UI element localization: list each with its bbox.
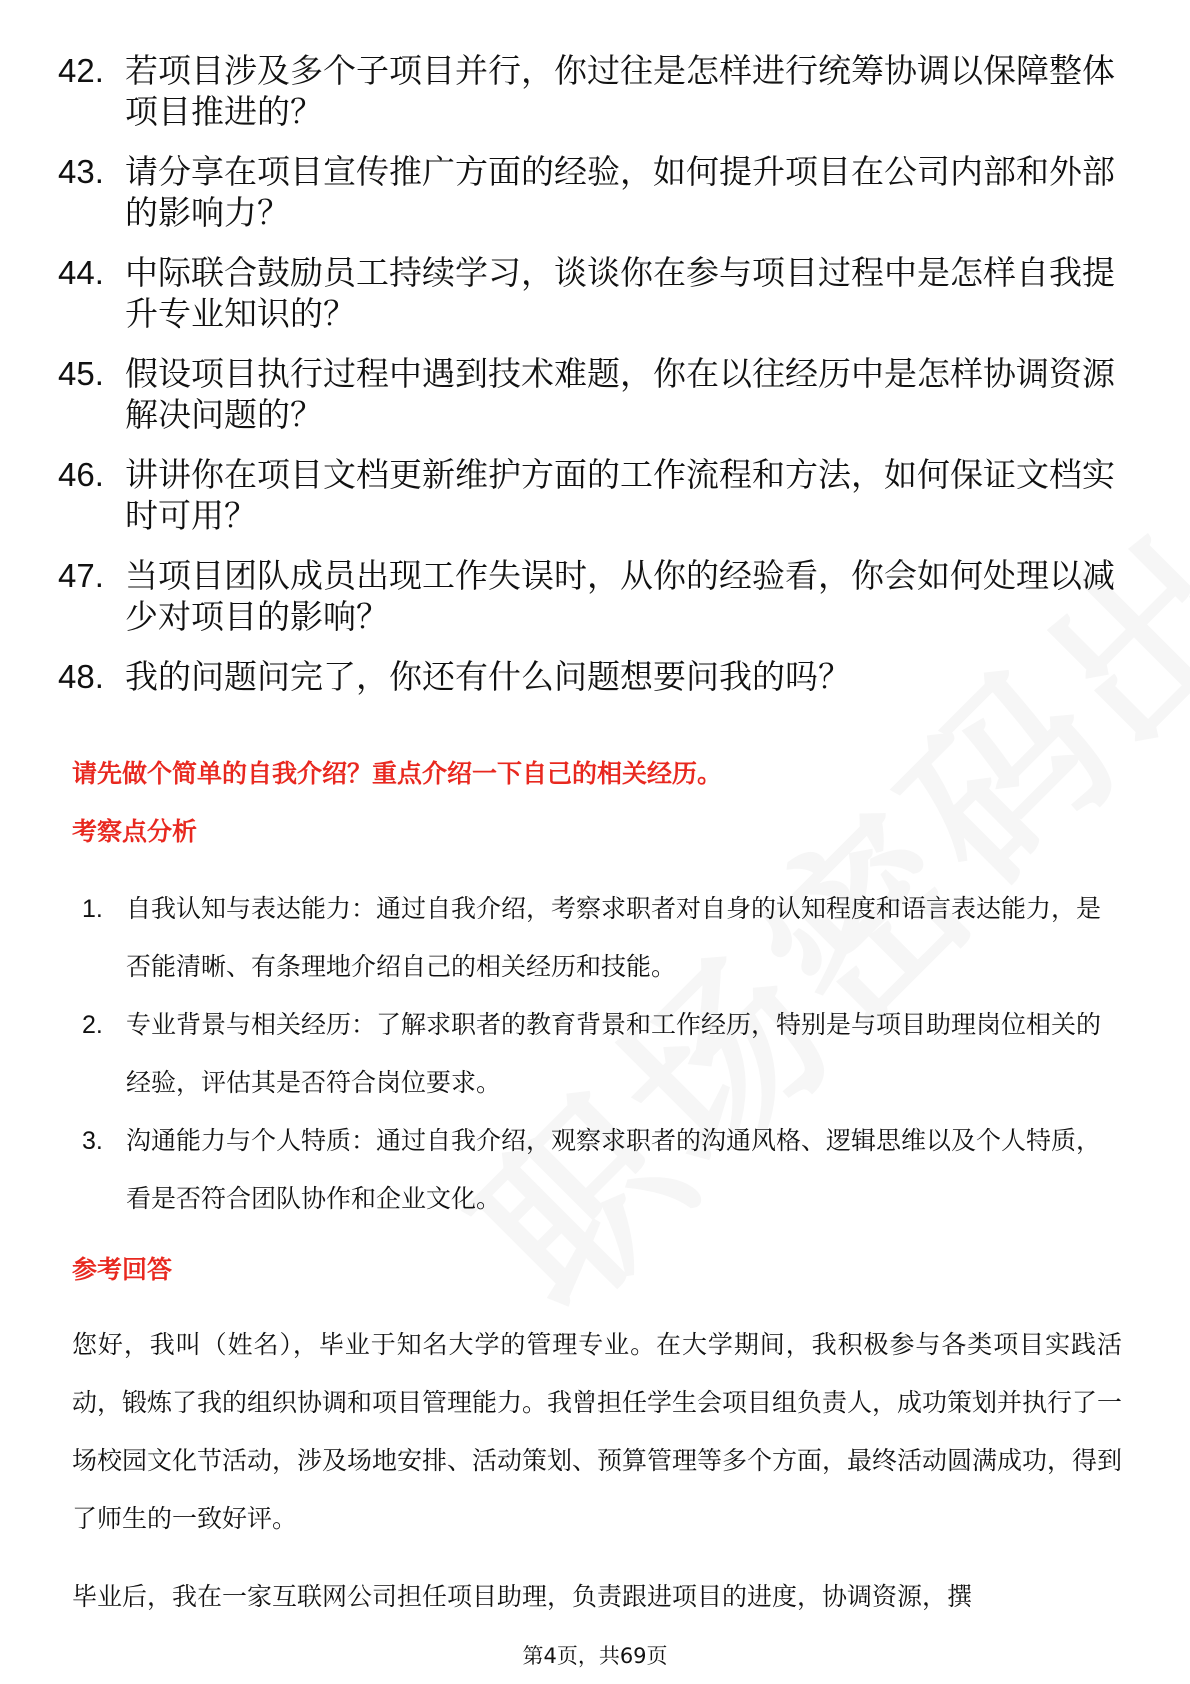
analysis-item (82, 996, 1122, 1112)
question-item (58, 252, 1118, 334)
analysis-list (82, 880, 1122, 1228)
question-text: 若项目涉及多个子项目并行，你过往是怎样进行统筹协调以保障整体项目推进的？ (125, 51, 1115, 131)
question-number: 47. (58, 557, 104, 594)
question-text: 中际联合鼓励员工持续学习，谈谈你在参与项目过程中是怎样自我提升专业知识的？ (125, 253, 1115, 333)
question-text: 讲讲你在项目文档更新维护方面的工作流程和方法，如何保证文档实时可用？ (125, 455, 1115, 535)
question-text: 请分享在项目宣传推广方面的经验，如何提升项目在公司内部和外部的影响力？ (125, 152, 1115, 232)
analysis-text: 专业背景与相关经历：了解求职者的教育背景和工作经历，特别是与项目助理岗位相关的经验，评估其是否符合岗位要求。 (126, 1010, 1102, 1097)
analysis-number: 2. (82, 1011, 103, 1039)
question-item (58, 50, 1118, 132)
answer-paragraph: 毕业后，我在一家互联网公司担任项目助理，负责跟进项目的进度，协调资源，撰 (72, 1582, 973, 1611)
analysis-heading: 考察点分析 (72, 817, 198, 846)
answer-paragraph: 您好，我叫（姓名），毕业于知名大学的管理专业。在大学期间，我积极参与各类项目实践活动，锻炼了我的组织协调和项目管理能力。我曾担任学生会项目组负责人，成功策划并执行了一场校园文化节活动，涉及场地安排、活动策划、预算管理等多个方面，最终活动圆满成功，得到了师生的一致好评。 (72, 1330, 1123, 1533)
question-list (58, 50, 1118, 716)
highlight-question: 请先做个简单的自我介绍？重点介绍一下自己的相关经历。 (72, 759, 723, 788)
question-item (58, 656, 1118, 697)
question-item (58, 353, 1118, 435)
question-number: 42. (58, 52, 104, 89)
question-number: 48. (58, 658, 104, 695)
question-text: 假设项目执行过程中遇到技术难题，你在以往经历中是怎样协调资源解决问题的？ (125, 354, 1115, 434)
question-number: 45. (58, 355, 104, 392)
question-number: 46. (58, 456, 104, 493)
question-text: 当项目团队成员出现工作失误时，从你的经验看，你会如何处理以减少对项目的影响？ (125, 556, 1115, 636)
page-footer: 第4页，共69页 (522, 1644, 668, 1668)
analysis-item (82, 1112, 1122, 1228)
question-text: 我的问题问完了，你还有什么问题想要问我的吗？ (125, 657, 851, 696)
analysis-text: 沟通能力与个人特质：通过自我介绍，观察求职者的沟通风格、逻辑思维以及个人特质，看是否符合团队协作和企业文化。 (126, 1126, 1102, 1213)
analysis-text: 自我认知与表达能力：通过自我介绍，考察求职者对自身的认知程度和语言表达能力，是否能清晰、有条理地介绍自己的相关经历和技能。 (126, 894, 1102, 981)
analysis-item (82, 880, 1122, 996)
analysis-number: 1. (82, 895, 103, 923)
analysis-number: 3. (82, 1127, 103, 1155)
question-item (58, 151, 1118, 233)
question-item (58, 555, 1118, 637)
question-number: 43. (58, 153, 104, 190)
answer-heading: 参考回答 (72, 1255, 173, 1284)
question-item (58, 454, 1118, 536)
question-number: 44. (58, 254, 104, 291)
